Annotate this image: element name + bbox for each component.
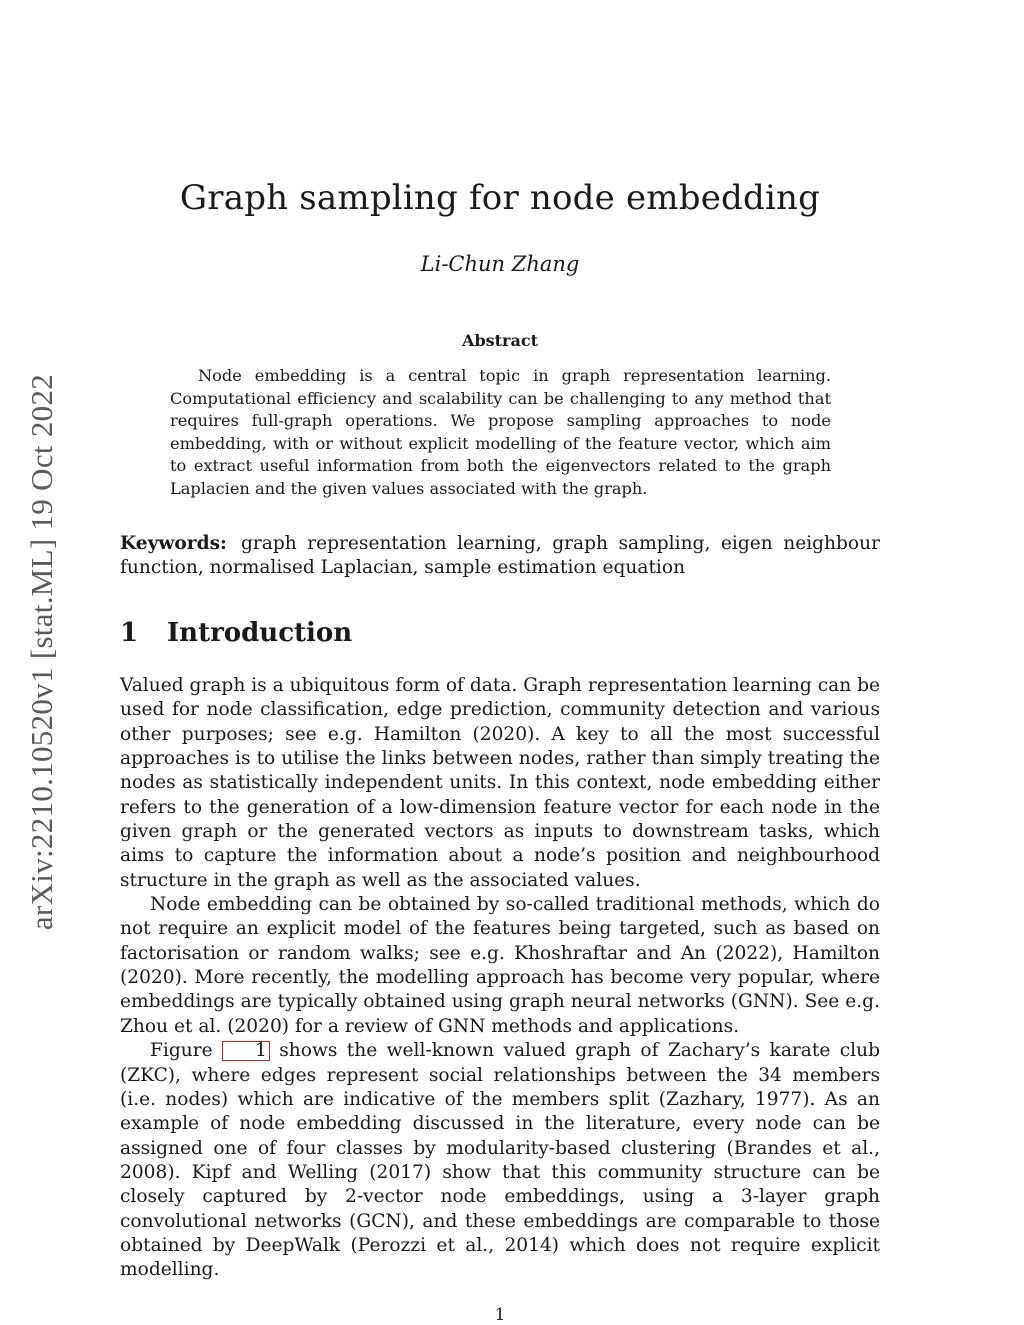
abstract-text: Node embedding is a central topic in graph representation learning. Computational efficiency and scalability can be challenging to any method that requires full-graph operations. We propose sampling approaches to node embedding, with or without explicit modelling of the feature vector, which aim to extract useful information from both the eigenvectors related to the graph Laplacien and the given values associated with the graph. — [170, 366, 831, 498]
author-name: Li-Chun Zhang — [420, 252, 580, 276]
keywords-label: Keywords: — [120, 533, 227, 554]
paragraph-3-lead: Figure — [150, 1040, 213, 1062]
paper-title: Graph sampling for node embedding — [179, 178, 821, 218]
introduction-body — [120, 674, 880, 1283]
paragraph-3 — [120, 1039, 880, 1282]
arxiv-identifier[interactable]: arXiv:2210.10520v1 [stat.ML] 19 Oct 2022 — [24, 373, 59, 931]
section-number: 1 — [120, 618, 139, 648]
page-number: 1 — [494, 1305, 506, 1325]
paragraph-1: Valued graph is a ubiquitous form of data. Graph representation learning can be used for node classification, edge prediction, community detection and various other purposes; see e.g. Hamilton (2020). A key to all the most successful approaches is to utilise the links between nodes, rather than simply treating the nodes as statistically independent units. In this context, node embedding either refers to the generation of a low-dimension feature vector for each node in the given graph or the generated vectors as inputs to downstream tasks, which aims to capture the information about a node’s position and neighbourhood structure in the graph as well as the associated values. — [120, 675, 881, 891]
keywords-text: graph representation learning, graph sampling, eigen neighbour function, normalised Laplacian, sample estimation equation — [120, 533, 880, 579]
keywords-block — [120, 532, 880, 581]
paragraph-3-rest: shows the well-known valued graph of Zachary’s karate club (ZKC), where edges represent social relationships between the 34 members (i.e. nodes) which are indicative of the members split (Zazhary, 1977). As an example of node embedding discussed in the literature, every node can be assigned one of four classes by modularity-based clustering (Brandes et al., 2008). Kipf and Welling (2017) show that this community structure can be closely captured by 2-vector node embeddings, using a 3-layer graph convolutional networks (GCN), and these embeddings are comparable to those obtained by DeepWalk (Perozzi et al., 2014) which does not require explicit modelling. — [120, 1040, 880, 1281]
figure-1-link[interactable]: 1 — [222, 1041, 270, 1061]
section-heading-introduction — [120, 618, 880, 648]
paragraph-2: Node embedding can be obtained by so-called traditional methods, which do not require an explicit model of the features being targeted, such as based on factorisation or random walks; see e.g. Khoshraftar and An (2022), Hamilton (2020). More recently, the modelling approach has become very popular, where embeddings are typically obtained using graph neural networks (GNN). See e.g. Zhou et al. (2020) for a review of GNN methods and applications. — [120, 894, 880, 1037]
section-title: Introduction — [167, 618, 353, 648]
abstract-heading: Abstract — [462, 331, 538, 350]
